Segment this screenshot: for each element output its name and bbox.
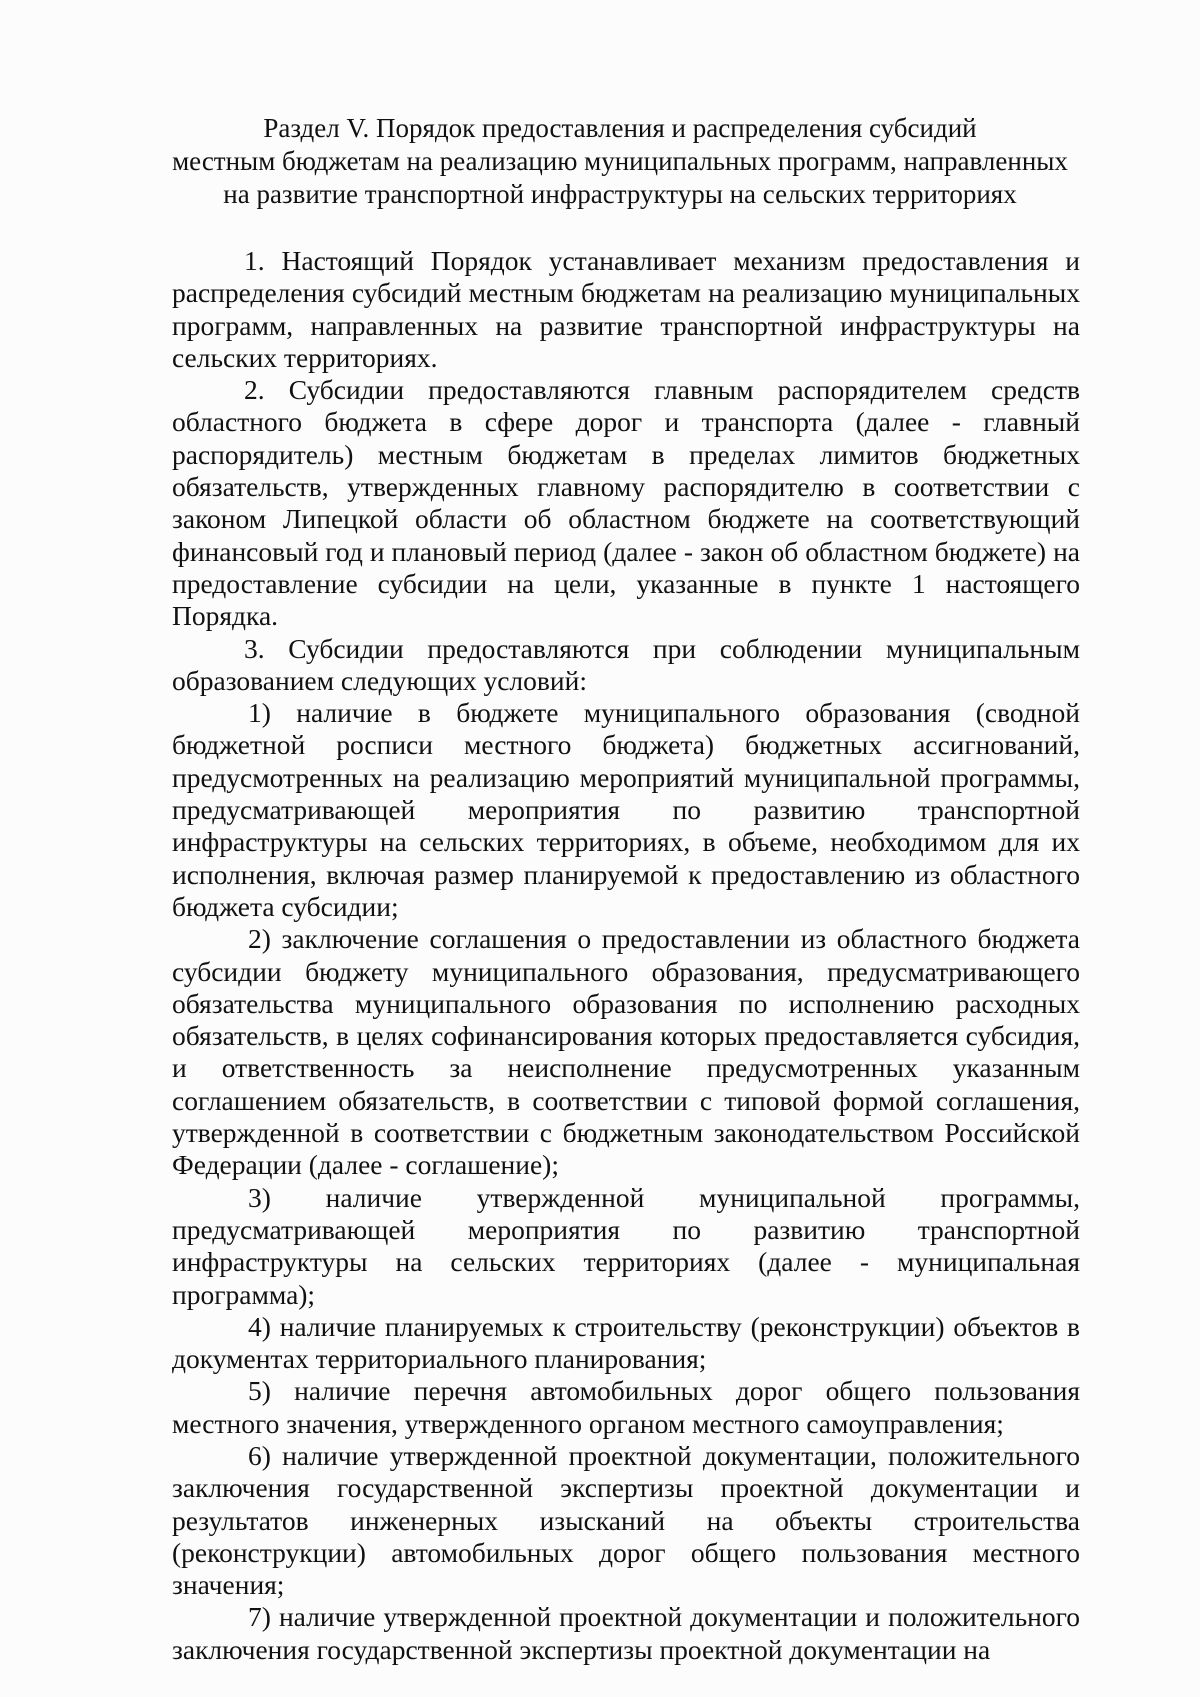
condition-item-1: 1) наличие в бюджете муниципального образования (сводной бюджетной росписи местного бюджета) бюджетных ассигнований, предусмотренных на реализацию мероприятий муниципальной программы, предусматривающей мероприятия по развитию транспортной инфраструктуры на сельских территориях, в объеме, необходимом для их исполнения, включая размер планируемой к предоставлению из областного бюджета субсидии; [172,697,1080,922]
condition-item-4: 4) наличие планируемых к строительству (реконструкции) объектов в документах территориального планирования; [172,1310,1080,1375]
paragraph-item-3: 3. Субсидии предоставляются при соблюдении муниципальным образованием следующих условий: [172,632,1080,696]
condition-item-6: 6) наличие утвержденной проектной документации, положительного заключения государственной экспертизы проектной документации и результатов инженерных изысканий на объекты строительства (реконструкции) автомобильных дорог общего пользования местного значения; [172,1439,1080,1601]
condition-item-2: 2) заключение соглашения о предоставлении из областного бюджета субсидии бюджету муниципального образования, предусматривающего обязательства муниципального образования по исполнению расходных обязательств, в целях софинансирования которых предоставляется субсидия, и ответственность за неисполнение предусмотренных указанным соглашением обязательств, в соответствии с типовой формой соглашения, утвержденной в соответствии с бюджетным законодательством Российской Федерации (далее - соглашение); [172,923,1080,1181]
document-body [172,245,1080,1666]
section-heading [160,112,1080,211]
condition-item-7: 7) наличие утвержденной проектной документации и положительного заключения государственной экспертизы проектной документации на [172,1601,1080,1665]
condition-item-3: 3) наличие утвержденной муниципальной программы, предусматривающей мероприятия по развитию транспортной инфраструктуры на сельских территориях (далее - муниципальная программа); [172,1181,1080,1310]
heading-line: местным бюджетам на реализацию муниципальных программ, направленных [172,146,1068,176]
heading-line: на развитие транспортной инфраструктуры на сельских территориях [223,179,1017,209]
condition-item-5: 5) наличие перечня автомобильных дорог общего пользования местного значения, утвержденного органом местного самоуправления; [172,1375,1080,1439]
paragraph-item-1: 1. Настоящий Порядок устанавливает механизм предоставления и распределения субсидий местным бюджетам на реализацию муниципальных программ, направленных на развитие транспортной инфраструктуры на сельских территориях. [172,245,1080,373]
heading-line: Раздел V. Порядок предоставления и распределения субсидий [263,113,977,143]
paragraph-item-2: 2. Субсидии предоставляются главным распорядителем средств областного бюджета в сфере дорог и транспорта (далее - главный распорядитель) местным бюджетам в пределах лимитов бюджетных обязательств, утвержденных главному распорядителю в соответствии с законом Липецкой области об областном бюджете на соответствующий финансовый год и плановый период (далее - закон об областном бюджете) на предоставление субсидии на цели, указанные в пункте 1 настоящего Порядка. [172,374,1080,632]
